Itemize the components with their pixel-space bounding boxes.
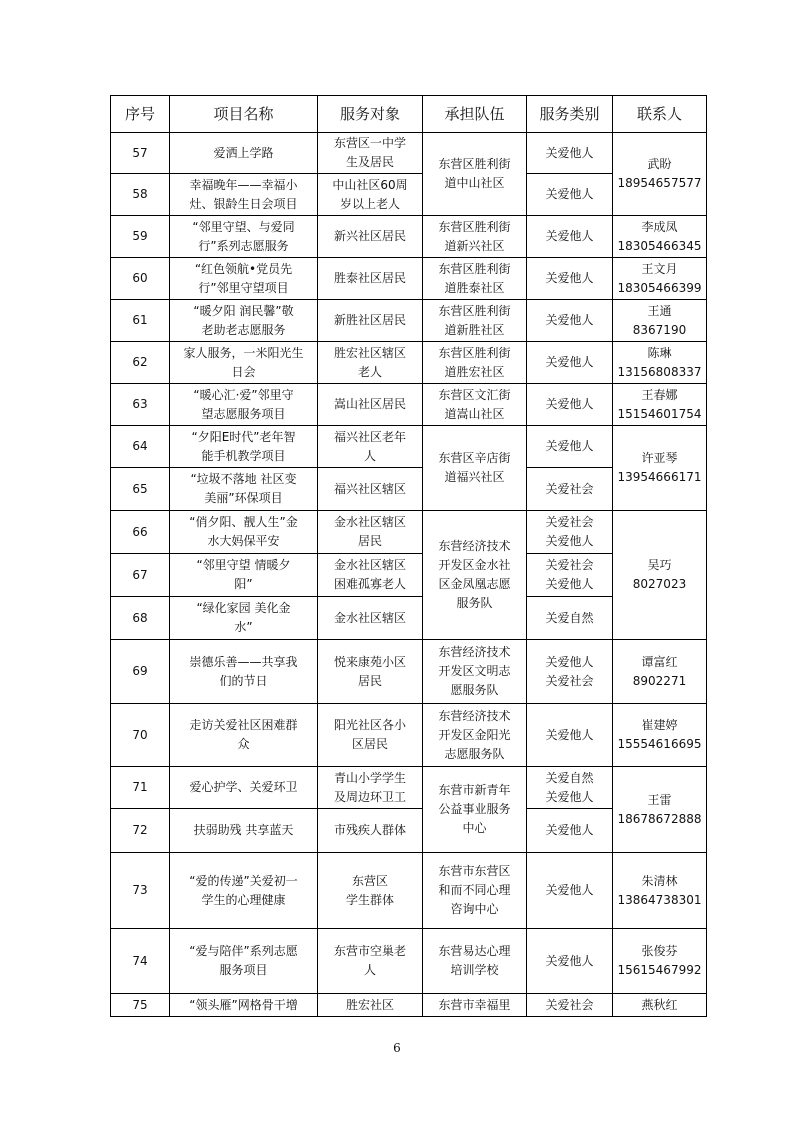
service-target: 新胜社区居民	[318, 300, 423, 342]
contact: 陈琳 13156808337	[613, 342, 707, 384]
category: 关爱他人	[527, 216, 613, 258]
table-row	[111, 704, 707, 767]
category: 关爱他人	[527, 258, 613, 300]
service-target: 福兴社区辖区	[318, 468, 423, 511]
team: 东营市新青年 公益事业服务 中心	[423, 767, 527, 853]
table-row	[111, 994, 707, 1017]
contact: 吴巧 8027023	[613, 511, 707, 640]
project-name: 爱心护学、关爱环卫	[170, 767, 318, 809]
service-target: 市残疾人群体	[318, 809, 423, 853]
category: 关爱社会	[527, 994, 613, 1017]
project-name: 爱洒上学路	[170, 133, 318, 174]
row-number: 68	[111, 597, 170, 640]
service-target: 胜宏社区辖区 老人	[318, 342, 423, 384]
category: 关爱他人	[527, 929, 613, 994]
team: 东营易达心理 培训学校	[423, 929, 527, 994]
row-number: 64	[111, 426, 170, 468]
header-project-name: 项目名称	[170, 96, 318, 133]
category: 关爱他人 关爱社会	[527, 640, 613, 704]
category: 关爱社会	[527, 468, 613, 511]
table-row	[111, 216, 707, 258]
team: 东营区胜利街 道中山社区	[423, 133, 527, 216]
service-target: 东营区一中学 生及居民	[318, 133, 423, 174]
contact: 王雷 18678672888	[613, 767, 707, 853]
category: 关爱他人	[527, 384, 613, 426]
header-team: 承担队伍	[423, 96, 527, 133]
service-target: 胜泰社区居民	[318, 258, 423, 300]
category: 关爱他人	[527, 300, 613, 342]
row-number: 65	[111, 468, 170, 511]
row-number: 60	[111, 258, 170, 300]
project-name: “领头雁”网格骨干增	[170, 994, 318, 1017]
category: 关爱他人	[527, 853, 613, 929]
project-name: “垃圾不落地 社区变 美丽”环保项目	[170, 468, 318, 511]
header-no: 序号	[111, 96, 170, 133]
service-target: 悦来康苑小区 居民	[318, 640, 423, 704]
table-row	[111, 426, 707, 468]
project-name: “邻里守望、与爱同 行”系列志愿服务	[170, 216, 318, 258]
category: 关爱他人	[527, 704, 613, 767]
project-name: “暖心汇·爱”邻里守 望志愿服务项目	[170, 384, 318, 426]
row-number: 61	[111, 300, 170, 342]
volunteer-project-table	[110, 95, 707, 1017]
table-header-row	[111, 96, 707, 133]
row-number: 58	[111, 174, 170, 216]
category: 关爱自然 关爱他人	[527, 767, 613, 809]
row-number: 72	[111, 809, 170, 853]
table-row	[111, 384, 707, 426]
service-target: 金水社区辖区	[318, 597, 423, 640]
contact: 王文月 18305466399	[613, 258, 707, 300]
project-name: “绿化家园 美化金 水”	[170, 597, 318, 640]
contact: 许亚琴 13954666171	[613, 426, 707, 511]
team: 东营区文汇街 道嵩山社区	[423, 384, 527, 426]
category: 关爱他人	[527, 426, 613, 468]
team: 东营区胜利街 道胜宏社区	[423, 342, 527, 384]
team: 东营经济技术 开发区金水社 区金凤凰志愿 服务队	[423, 511, 527, 640]
service-target: 阳光社区各小 区居民	[318, 704, 423, 767]
category: 关爱自然	[527, 597, 613, 640]
contact: 张俊芬 15615467992	[613, 929, 707, 994]
row-number: 75	[111, 994, 170, 1017]
contact: 朱清林 13864738301	[613, 853, 707, 929]
row-number: 57	[111, 133, 170, 174]
project-name: 崇德乐善——共享我 们的节日	[170, 640, 318, 704]
row-number: 70	[111, 704, 170, 767]
row-number: 73	[111, 853, 170, 929]
service-target: 中山社区60周 岁以上老人	[318, 174, 423, 216]
category: 关爱他人	[527, 133, 613, 174]
category: 关爱社会 关爱他人	[527, 511, 613, 554]
table-row	[111, 300, 707, 342]
service-target: 胜宏社区	[318, 994, 423, 1017]
category: 关爱社会 关爱他人	[527, 554, 613, 597]
category: 关爱他人	[527, 174, 613, 216]
team: 东营区胜利街 道新兴社区	[423, 216, 527, 258]
team: 东营经济技术 开发区文明志 愿服务队	[423, 640, 527, 704]
service-target: 福兴社区老年 人	[318, 426, 423, 468]
service-target: 新兴社区居民	[318, 216, 423, 258]
project-name: “爱与陪伴”系列志愿 服务项目	[170, 929, 318, 994]
project-name: “俏夕阳、靓人生”金 水大妈保平安	[170, 511, 318, 554]
contact: 武盼 18954657577	[613, 133, 707, 216]
contact: 燕秋红	[613, 994, 707, 1017]
header-category: 服务类别	[527, 96, 613, 133]
table-row	[111, 853, 707, 929]
row-number: 74	[111, 929, 170, 994]
team: 东营区辛店街 道福兴社区	[423, 426, 527, 511]
row-number: 71	[111, 767, 170, 809]
header-contact: 联系人	[613, 96, 707, 133]
row-number: 66	[111, 511, 170, 554]
table-row	[111, 511, 707, 554]
contact: 王春娜 15154601754	[613, 384, 707, 426]
project-name: “爱的传递”关爱初一 学生的心理健康	[170, 853, 318, 929]
team: 东营区胜利街 道胜泰社区	[423, 258, 527, 300]
service-target: 金水社区辖区 居民	[318, 511, 423, 554]
project-name: 幸福晚年——幸福小 灶、银龄生日会项目	[170, 174, 318, 216]
contact: 李成凤 18305466345	[613, 216, 707, 258]
row-number: 62	[111, 342, 170, 384]
service-target: 东营市空巢老 人	[318, 929, 423, 994]
service-target: 青山小学学生 及周边环卫工	[318, 767, 423, 809]
table-row	[111, 767, 707, 809]
team: 东营区胜利街 道新胜社区	[423, 300, 527, 342]
project-name: 扶弱助残 共享蓝天	[170, 809, 318, 853]
contact: 谭富红 8902271	[613, 640, 707, 704]
table-row	[111, 929, 707, 994]
page-number: 6	[393, 1041, 401, 1055]
table-row	[111, 640, 707, 704]
table-row	[111, 342, 707, 384]
project-name: “红色领航•党员先 行”邻里守望项目	[170, 258, 318, 300]
category: 关爱他人	[527, 809, 613, 853]
service-target: 嵩山社区居民	[318, 384, 423, 426]
row-number: 63	[111, 384, 170, 426]
contact: 王通 8367190	[613, 300, 707, 342]
row-number: 69	[111, 640, 170, 704]
contact: 崔建婷 15554616695	[613, 704, 707, 767]
team: 东营经济技术 开发区金阳光 志愿服务队	[423, 704, 527, 767]
service-target: 东营区 学生群体	[318, 853, 423, 929]
row-number: 67	[111, 554, 170, 597]
project-name: “邻里守望 情暖夕 阳”	[170, 554, 318, 597]
table-row	[111, 133, 707, 174]
row-number: 59	[111, 216, 170, 258]
project-name: 走访关爱社区困难群 众	[170, 704, 318, 767]
team: 东营市东营区 和而不同心理 咨询中心	[423, 853, 527, 929]
header-service-target: 服务对象	[318, 96, 423, 133]
team: 东营市幸福里	[423, 994, 527, 1017]
project-name: 家人服务，一米阳光生 日会	[170, 342, 318, 384]
table-row	[111, 258, 707, 300]
project-name: “暖夕阳 润民馨”敬 老助老志愿服务	[170, 300, 318, 342]
project-name: “夕阳E时代”老年智 能手机教学项目	[170, 426, 318, 468]
category: 关爱他人	[527, 342, 613, 384]
service-target: 金水社区辖区 困难孤寡老人	[318, 554, 423, 597]
